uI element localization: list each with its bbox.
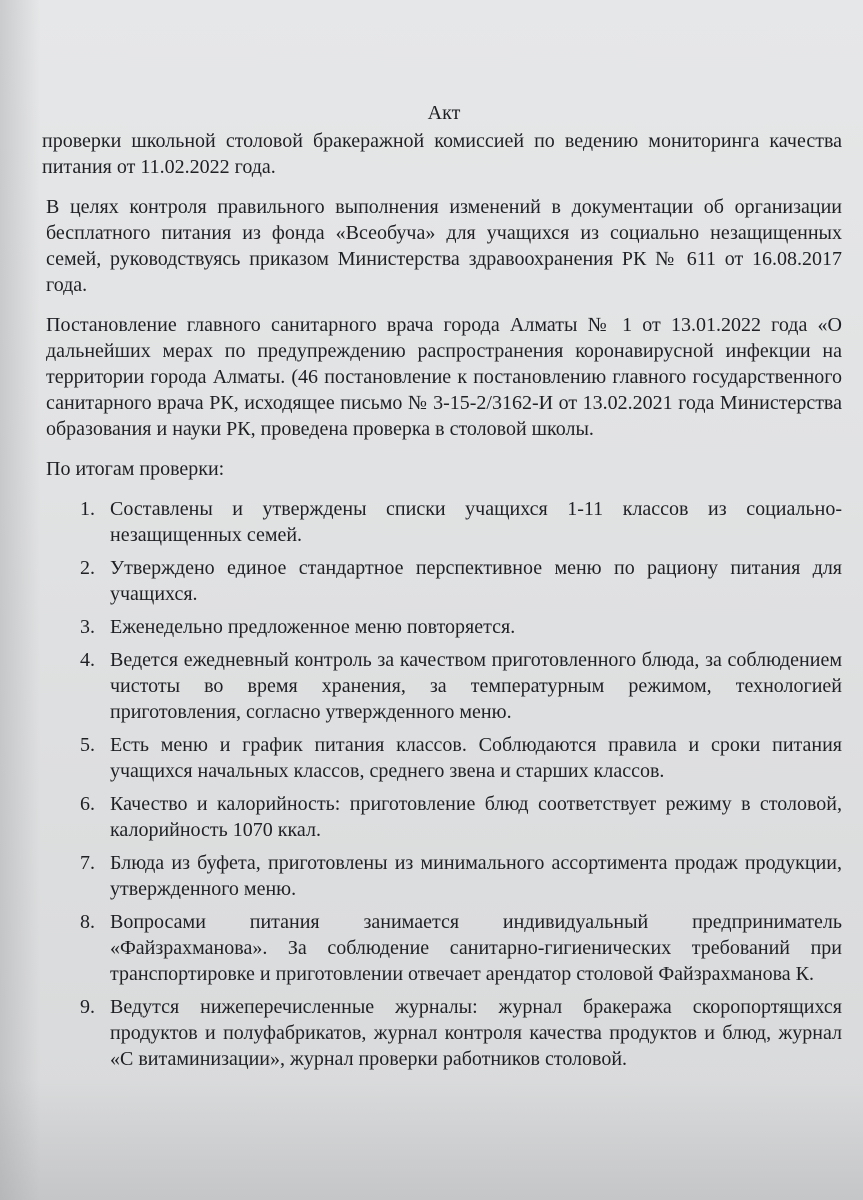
list-item-number: 4. bbox=[80, 649, 95, 671]
list-item-text: Ведется ежедневный контроль за качеством приготовленного блюда, за соблюдением чистоты во время хранения, за температурным режимом, технологией приготовления, согласно утвержденного меню. bbox=[110, 649, 842, 723]
list-item-number: 6. bbox=[80, 793, 95, 815]
list-item-text: Блюда из буфета, приготовлены из минимального ассортимента продаж продукции, утвержденного меню. bbox=[110, 852, 842, 900]
intro-paragraph: проверки школьной столовой бракеражной комиссией по ведению мониторинга качества питания от 11.02.2022 года. bbox=[42, 130, 842, 178]
list-item-number: 9. bbox=[80, 996, 95, 1018]
purpose-paragraph: В целях контроля правильного выполнения изменений в документации об организации бесплатного питания из фонда «Всеобуча» для учащихся из социально незащищенных семей, руководствуясь приказом Министерства здравоохранения РК № 611 от 16.08.2017 года. bbox=[46, 196, 842, 296]
list-item bbox=[46, 647, 842, 725]
list-item-text: Вопросами питания занимается индивидуальный предприниматель «Файзрахманова». За соблюдение санитарно-гигиенических требований при транспортировке и приготовлении отвечает арендатор столовой Файзрахманова К. bbox=[110, 911, 842, 985]
list-item-text: Ведутся нижеперечисленные журналы: журнал бракеража скоропортящихся продуктов и полуфабрикатов, журнал контроля качества продуктов и блюд, журнал «С витаминизации», журнал проверки работников столовой. bbox=[110, 996, 842, 1070]
list-item-text: Качество и калорийность: приготовление блюд соответствует режиму в столовой, калорийность 1070 ккал. bbox=[110, 793, 842, 841]
list-item-text: Утверждено единое стандартное перспективное меню по рациону питания для учащихся. bbox=[110, 557, 842, 605]
document-body bbox=[42, 100, 842, 1079]
list-item-text: Составлены и утверждены списки учащихся 1-11 классов из социально-незащищенных семей. bbox=[110, 498, 842, 546]
list-item bbox=[46, 850, 842, 902]
list-item bbox=[46, 791, 842, 843]
list-item-number: 2. bbox=[80, 557, 95, 579]
paper-shadow-left bbox=[0, 0, 40, 1200]
findings-list bbox=[46, 496, 842, 1072]
list-item bbox=[46, 496, 842, 548]
list-item-number: 3. bbox=[80, 616, 95, 638]
list-item bbox=[46, 909, 842, 987]
list-item-number: 8. bbox=[80, 911, 95, 933]
list-item bbox=[46, 555, 842, 607]
paper-shadow-bottom bbox=[0, 1080, 863, 1200]
list-item-number: 1. bbox=[80, 498, 95, 520]
list-item-text: Еженедельно предложенное меню повторяется. bbox=[110, 616, 516, 638]
list-item-number: 7. bbox=[80, 852, 95, 874]
list-item bbox=[46, 994, 842, 1072]
list-item-number: 5. bbox=[80, 734, 95, 756]
results-heading: По итогам проверки: bbox=[46, 458, 225, 480]
resolution-paragraph: Постановление главного санитарного врача города Алматы № 1 от 13.01.2022 года «О дальнейших мерах по предупреждению распространения коронавирусной инфекции на территории города Алматы. (46 постановление к постановлению главного государственного санитарного врача РК, исходящее письмо № 3-15-2/3162-И от 13.02.2021 года Министерства образования и науки РК, проведена проверка в столовой школы. bbox=[46, 314, 842, 440]
list-item bbox=[46, 732, 842, 784]
list-item bbox=[46, 614, 842, 640]
list-item-text: Есть меню и график питания классов. Соблюдаются правила и сроки питания учащихся начальных классов, среднего звена и старших классов. bbox=[110, 734, 842, 782]
document-title: Акт bbox=[427, 102, 461, 124]
